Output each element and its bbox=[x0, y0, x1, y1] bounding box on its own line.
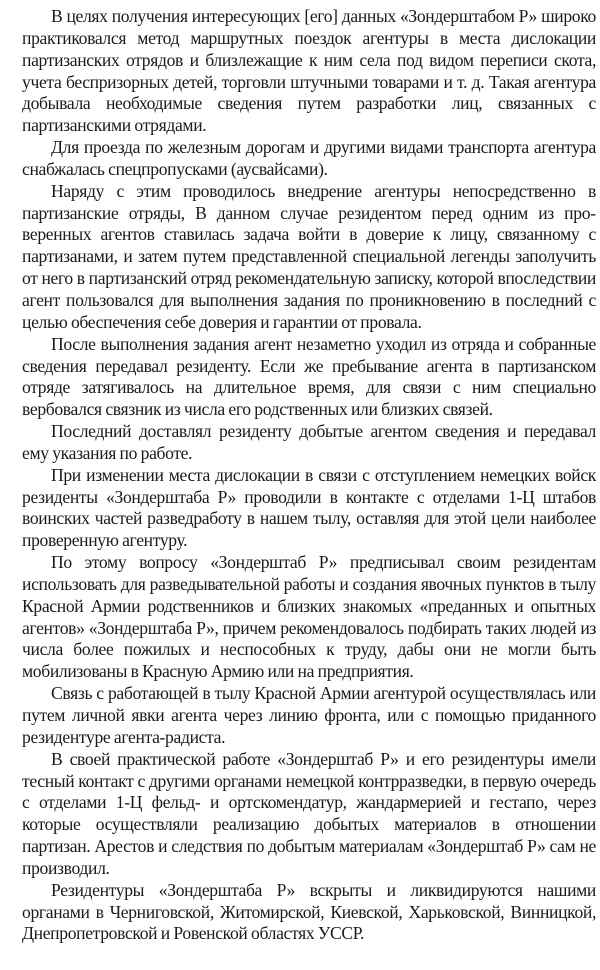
paragraph-agent-route-trips: В целях получения интересующих [его] данных «Зондерштабом Р» широко практиковался метод маршрутных поездок агентуры в места дислокации партизанских отрядов и близлежащие к ним села под видом переписи скота, учета беспризорных детей, торговли штучными товарами и т. д. Такая агентура добывала необходимые сведения путем разработки лиц, связанных с партизанскими отрядами. bbox=[22, 6, 596, 136]
paragraph-relocation: При изменении места дислокации в связи с отступлением немецких войск резиденты «Зондерштаба Р» проводили в контакте с отделами 1-Ц штабов воинских частей разведработу в нашем тылу, оставляя для этой цели наиболее проверенную агентуру. bbox=[22, 464, 596, 551]
document-page bbox=[22, 6, 596, 945]
paragraph-after-mission: После выполнения задания агент незаметно уходил из отряда и собранные сведения передавал резиденту. Если же пребывание агента в партизанском отряде затягивалось на длительное время, для связи с ним специально вербовался связник из числа его родственных или близких связей. bbox=[22, 333, 596, 420]
paragraph-liquidation: Резидентуры «Зондерштаба Р» вскрыты и ликвидируются нашими органами в Черниговской, Житомирской, Киевской, Харьковской, Винницкой, Днепропетровской и Ровенской областях УССР. bbox=[22, 879, 596, 944]
paragraph-instructions: По этому вопросу «Зондерштаб Р» предписывал своим резидентам использовать для разведывательной работы и создания явочных пунктов в тылу Красной Армии родственников и близких знакомых «преданных и опытных агентов» «Зондерштаба Р», причем рекомендовалось подбирать таких людей из числа более пожилых и неспособных к труду, дабы они не могли быть мобилизованы в Красную Армию или на предприятия. bbox=[22, 552, 596, 682]
paragraph-special-passes: Для проезда по железным дорогам и другими видами транспорта агентура снабжалась спецпропусками (аусвайсами). bbox=[22, 137, 596, 179]
paragraph-courier: Последний доставлял резиденту добытые агентом сведения и передавал ему указания по работе. bbox=[22, 421, 596, 463]
paragraph-cooperation: В своей практической работе «Зондерштаб Р» и его резидентуры имели тесный контакт с другими органами немецкой контрразведки, в первую очередь с отделами 1-Ц фельд- и ортскомендатур, жандармерией и гестапо, через которые осуществляли реализацию добытых материалов в отношении партизан. Арестов и следствия по добытым материалам «Зондерштаб Р» сам не производил. bbox=[22, 748, 596, 878]
paragraph-communication: Связь с работающей в тылу Красной Армии агентурой осуществлялась или путем личной явки агента через линию фронта, или с помощью приданного резидентуре агента-радиста. bbox=[22, 683, 596, 747]
paragraph-infiltration: Наряду с этим проводилось внедрение агентуры непосредственно в партизанские отряды, В данном случае резидентом перед одним из проверенных агентов ставилась задача войти в доверие к лицу, связанному с партизанами, и затем путем представленной специальной легенды заполучить от него в партизанский отряд рекомендательную записку, которой впоследствии агент пользовался для выполнения задания по проникновению в последний с целью обеспечения себе доверия и гарантии от провала. bbox=[22, 180, 596, 332]
